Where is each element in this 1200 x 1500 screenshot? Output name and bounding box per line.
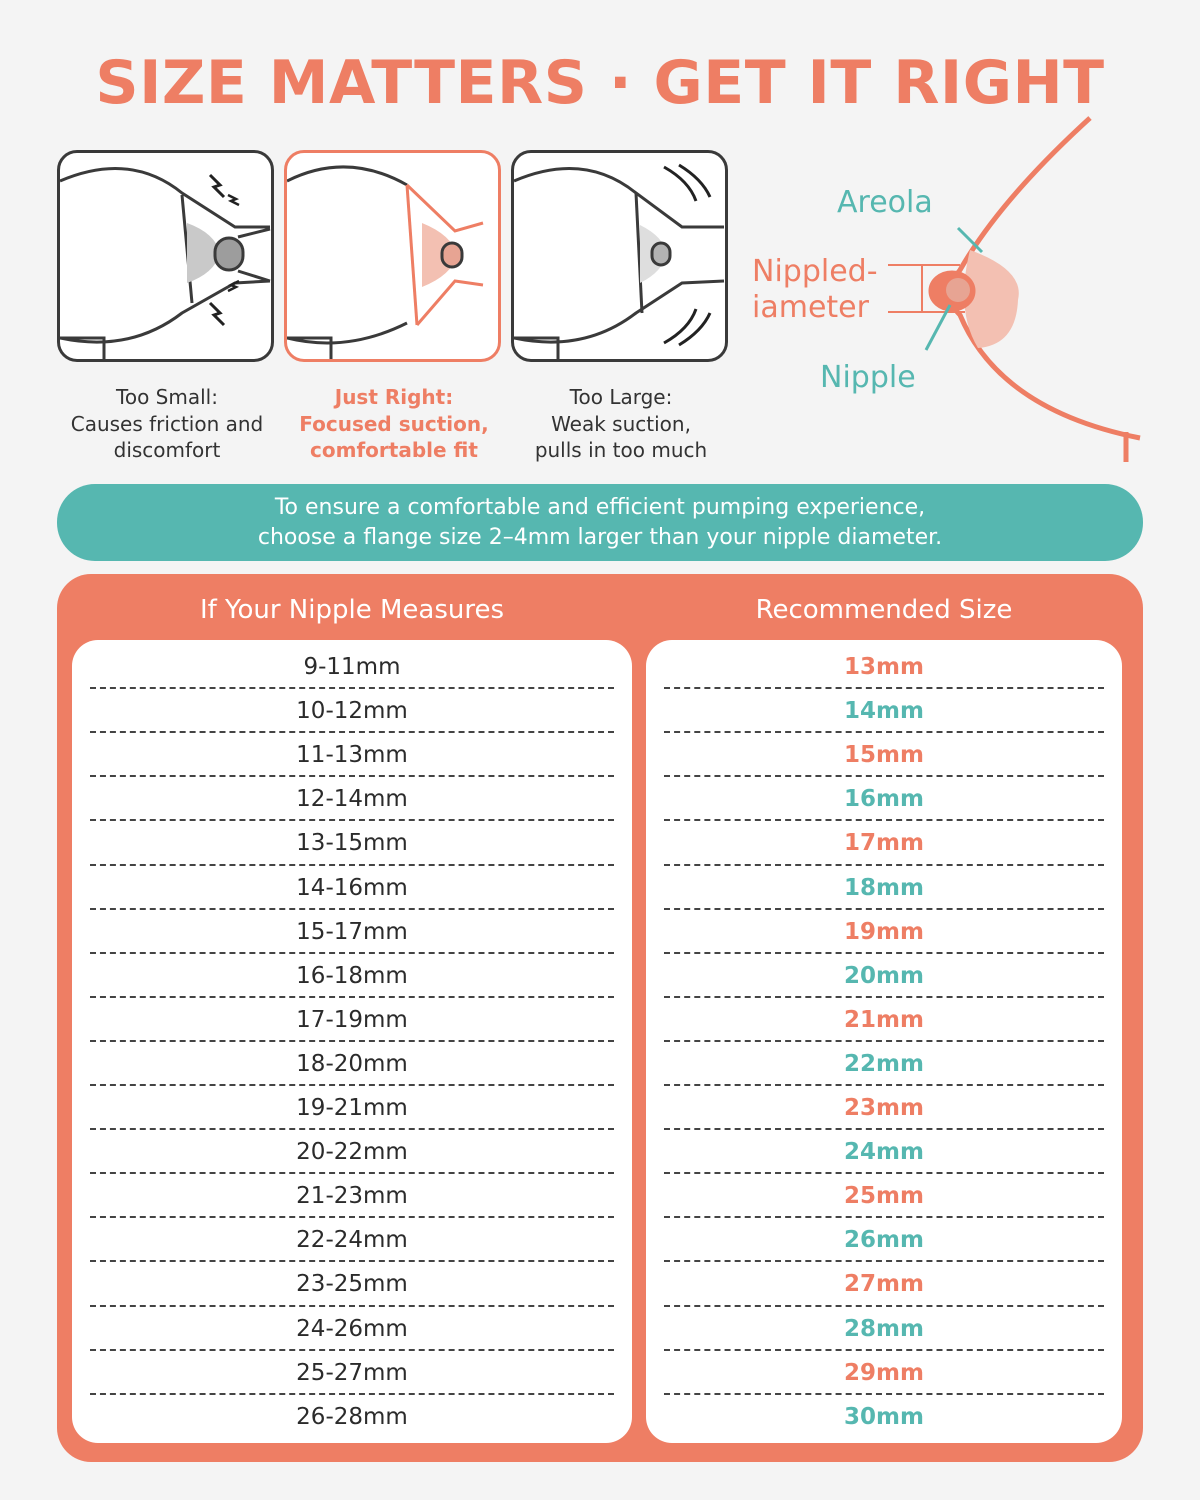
recommended-size-cell: 16mm [664, 777, 1104, 821]
recommended-size-cell: 15mm [664, 733, 1104, 777]
measure-cell: 13-15mm [90, 821, 614, 865]
recommended-size-cell: 22mm [664, 1042, 1104, 1086]
measure-cell: 17-19mm [90, 998, 614, 1042]
measure-cell: 14-16mm [90, 866, 614, 910]
recommended-size-cell: 21mm [664, 998, 1104, 1042]
measure-column [72, 640, 632, 1443]
measure-column-header: If Your Nipple Measures [199, 595, 505, 625]
measure-cell: 20-22mm [90, 1130, 614, 1174]
measure-cell: 15-17mm [90, 910, 614, 954]
measure-cell: 21-23mm [90, 1174, 614, 1218]
recommended-size-cell: 23mm [664, 1086, 1104, 1130]
too-small-caption: Too Small: Causes friction and discomfort [70, 385, 264, 462]
measure-cell: 16-18mm [90, 954, 614, 998]
size-table [57, 574, 1143, 1462]
recommended-size-cell: 14mm [664, 689, 1104, 733]
recommended-size-cell: 20mm [664, 954, 1104, 998]
banner-line-1: To ensure a comfortable and efficient pumping experience, [274, 494, 926, 520]
nipple-label: Nipple [820, 360, 916, 395]
recommended-size-cell: 19mm [664, 910, 1104, 954]
size-column [646, 640, 1122, 1443]
just-right-caption: Just Right: Focused suction, comfortable fit [299, 385, 489, 462]
recommended-size-cell: 26mm [664, 1218, 1104, 1262]
too-large-illustration [511, 150, 728, 362]
just-right-illustration [284, 150, 501, 362]
sizing-tip-banner [57, 484, 1143, 561]
measure-cell: 9-11mm [303, 654, 401, 680]
recommended-size-cell: 24mm [664, 1130, 1104, 1174]
measure-cell: 10-12mm [90, 689, 614, 733]
measure-cell: 26-28mm [90, 1395, 614, 1439]
nipple-diameter-label-line2: iameter [752, 290, 869, 325]
measure-cell: 22-24mm [90, 1218, 614, 1262]
measure-cell: 25-27mm [90, 1351, 614, 1395]
measure-cell: 18-20mm [90, 1042, 614, 1086]
recommended-size-cell: 30mm [664, 1395, 1104, 1439]
recommended-size-cell: 29mm [664, 1351, 1104, 1395]
recommended-size-cell: 28mm [664, 1307, 1104, 1351]
measure-cell: 24-26mm [90, 1307, 614, 1351]
recommended-size-cell: 13mm [844, 654, 924, 680]
measure-cell: 12-14mm [90, 777, 614, 821]
recommended-size-cell: 17mm [664, 821, 1104, 865]
nipple-diameter-label-line1: Nippled- [752, 254, 878, 289]
recommended-size-cell: 27mm [664, 1262, 1104, 1306]
recommended-size-cell: 18mm [664, 866, 1104, 910]
size-column-header: Recommended Size [755, 595, 1013, 625]
banner-line-2: choose a flange size 2–4mm larger than your nipple diameter. [257, 524, 943, 550]
measure-cell: 11-13mm [90, 733, 614, 777]
areola-label: Areola [837, 185, 933, 220]
too-large-caption: Too Large: Weak suction, pulls in too much [534, 385, 708, 462]
anatomy-diagram [740, 110, 1150, 474]
measure-cell: 19-21mm [90, 1086, 614, 1130]
measure-cell: 23-25mm [90, 1262, 614, 1306]
too-small-illustration [57, 150, 274, 362]
recommended-size-cell: 25mm [664, 1174, 1104, 1218]
page-title: SIZE MATTERS · GET IT RIGHT [95, 48, 1105, 118]
